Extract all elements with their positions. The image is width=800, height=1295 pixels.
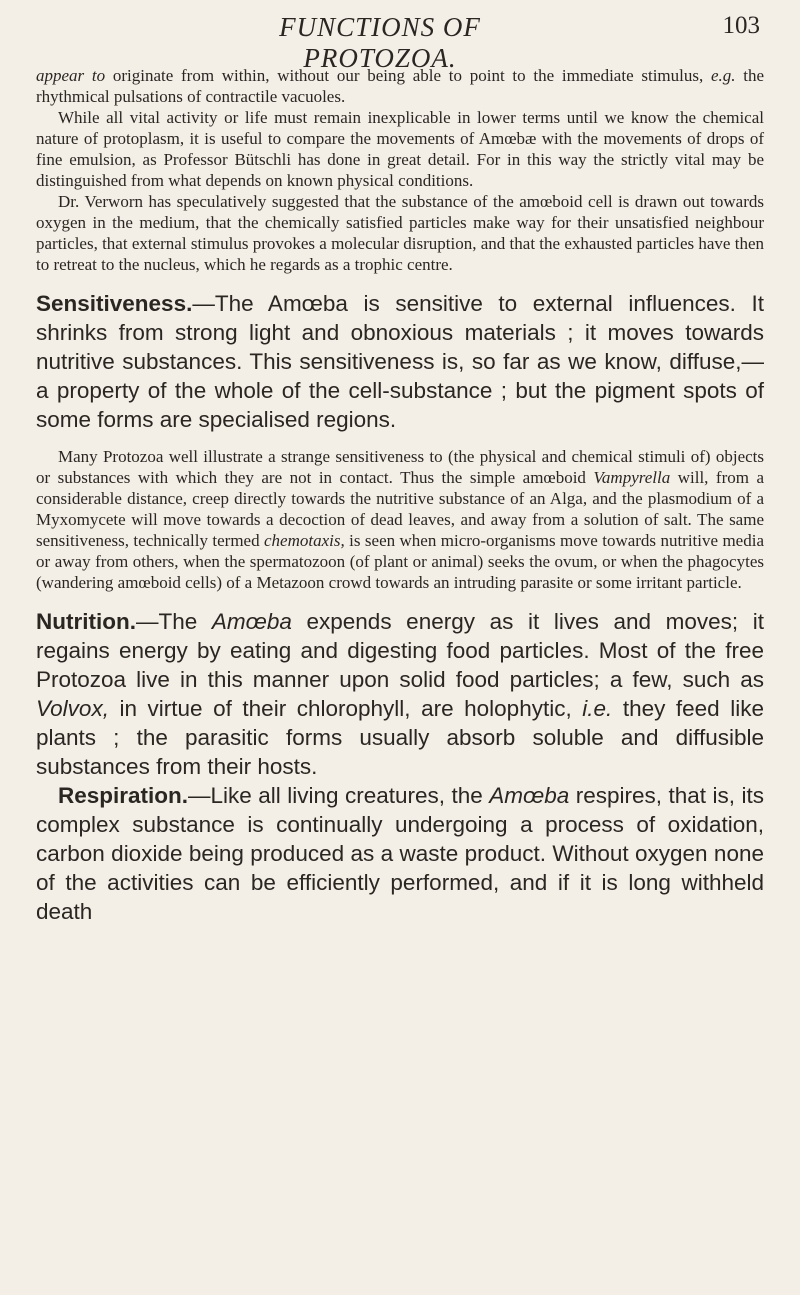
paragraph-text: Many Protozoa well illustrate a strange sensitiveness to (the physical and chemical stimuli of) objects or substances with which they are not in contact. Thus the simple amœboid (36, 447, 764, 487)
italic-amoeba: Amœba (489, 783, 570, 808)
running-title: FUNCTIONS OF PROTOZOA. (279, 12, 481, 73)
italic-volvox: Volvox, (36, 696, 109, 721)
italic-eg: e.g. (710, 66, 736, 85)
paragraph-text: —The (135, 609, 212, 634)
paragraph-text: the rhythmical pulsations of contractile vacuoles. (36, 66, 764, 106)
paragraph-text: is seen when micro-organisms move towards nutritive media or away from others, when the spermatozoon (of plant or animal) seeks the ovum, or when the phagocytes (wandering amœboid cells) of a Metazoon crowd towards an intruding parasite or some irritant particle. (36, 531, 764, 592)
paragraph-respiration (36, 781, 764, 926)
italic-lead: appear to (36, 66, 106, 85)
italic-chemotaxis: chemotaxis, (264, 531, 345, 550)
paragraph-contractile-vacuoles (36, 65, 764, 107)
section-heading-sensitiveness: Sensitiveness. (36, 291, 193, 316)
paragraph-text: in virtue of their chlorophyll, are holophytic, (108, 696, 583, 721)
italic-vampyrella: Vampyrella (593, 468, 671, 487)
section-heading-nutrition: Nutrition. (36, 609, 136, 634)
paragraph-text: they feed like plants ; the parasitic forms usually absorb soluble and diffusible substances from their hosts. (36, 696, 764, 779)
paragraph-verworn: Dr. Verworn has speculatively suggested that the substance of the amœboid cell is drawn out towards oxygen in the medium, that the chemically satisfied particles make way for their unsatisfied neighbour particles, that external stimulus provokes a molecular disruption, and that the exhausted particles have then to retreat to the nucleus, which he regards as a trophic centre. (36, 192, 764, 274)
section-heading-respiration: Respiration. (58, 783, 189, 808)
paragraph-text: will, from a considerable distance, creep directly towards the nutritive substance of an Alga, and the plasmodium of a Myxomycete will move towards a decoction of dead leaves, and away from a solution of salt. The same sensitiveness, technically termed (36, 468, 765, 550)
paragraph-vital-activity: While all vital activity or life must remain inexplicable in lower terms until we know the chemical nature of protoplasm, it is useful to compare the movements of Amœbæ with the movements of drops of fine emulsion, as Professor Bütschli has done in great detail. For in this way the strictly vital may be distinguished from what depends on known physical conditions. (36, 108, 764, 190)
italic-ie: i.e. (582, 696, 613, 721)
page-number: 103 (722, 12, 760, 39)
paragraph-chemotaxis (36, 446, 764, 593)
paragraph-sensitiveness (36, 289, 764, 434)
paragraph-text: respires, that is, its complex substance is continually undergoing a process of oxidation, carbon dioxide being produced as a waste product. Without oxygen none of the activities can be efficiently performed, and if it is long withheld death (36, 783, 764, 924)
paragraph-text: originate from within, without our being able to point to the immediate stimulus, (105, 66, 711, 85)
page-body (36, 65, 764, 926)
italic-amoeba: Amœba (211, 609, 292, 634)
paragraph-nutrition (36, 607, 764, 781)
paragraph-text: —The Amœba is sensitive to external influences. It shrinks from strong light and obnoxious materials ; it moves towards nutritive substances. This sensitiveness is, so far as we know, diffuse,—a property of the whole of the cell-substance ; but the pigment spots of some forms are specialised regions. (36, 291, 764, 432)
page-header (0, 12, 800, 73)
paragraph-text: expends energy as it lives and moves; it regains energy by eating and digesting food particles. Most of the free Protozoa live in this manner upon solid food particles; a few, such as (36, 609, 764, 692)
paragraph-text: —Like all living creatures, the (188, 783, 490, 808)
